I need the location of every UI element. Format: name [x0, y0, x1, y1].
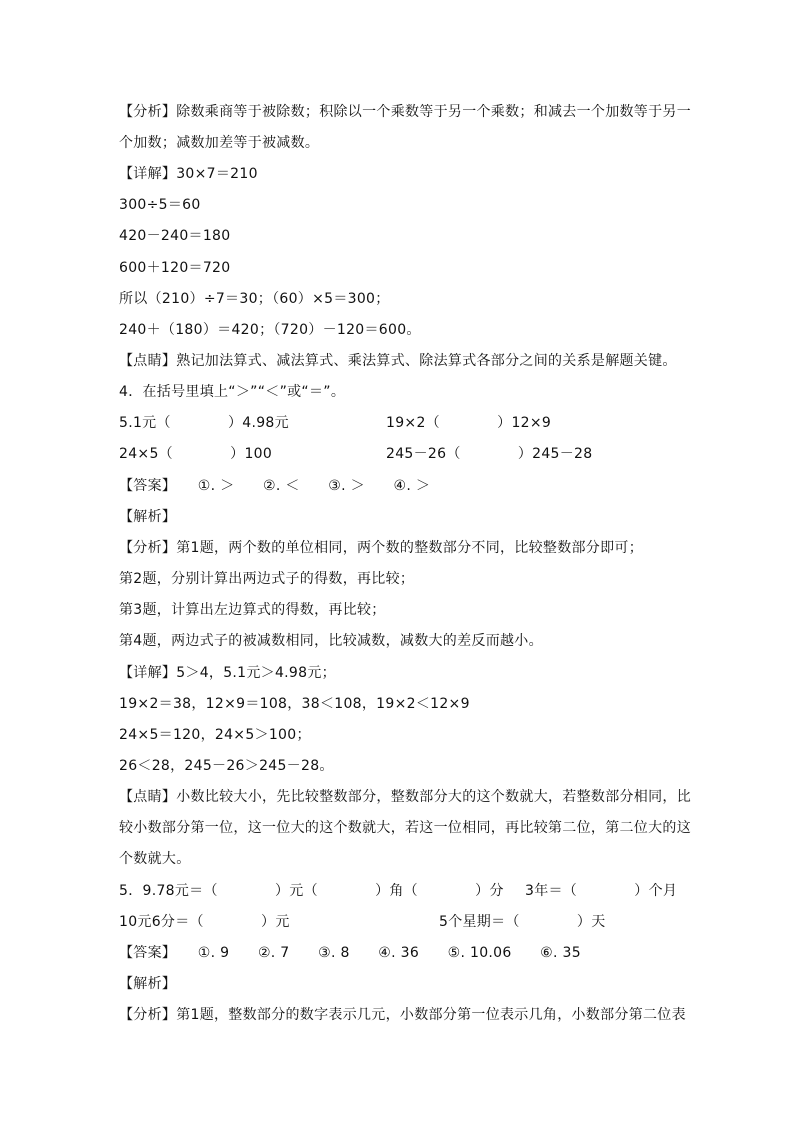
detail-line-6: 240＋（180）＝420；（720）－120＝600。 — [119, 322, 421, 338]
q4-item-4: 245－26（ ）245－28 — [386, 446, 593, 462]
detail-line-9: 24×5＝120，24×5＞100； — [119, 727, 311, 743]
key-point-line-1: 【点睛】小数比较大小，先比较整数部分，整数部分大的这个数就大，若整数部分相同，比 — [119, 789, 691, 805]
question-4-row-2 — [119, 444, 593, 464]
question-4-title: 4．在括号里填上“＞”“＜”或“＝”。 — [119, 384, 346, 400]
key-point-line-2: 较小数部分第一位，这一位大的这个数就大，若这一位相同，再比较第二位，第二位大的这 — [119, 820, 691, 836]
detail-line-10: 26＜28，245－26＞245－28。 — [119, 758, 334, 774]
q5-item-2: 3年＝（ ）个月 — [525, 883, 678, 899]
q5-item-1: 5．9.78元＝（ ）元（ ）角（ ）分 — [119, 883, 504, 899]
analysis-text-2: 个加数；减数加差等于被减数。 — [119, 135, 320, 151]
q5-item-4: 5个星期＝（ ）天 — [439, 914, 606, 930]
analysis-text-1: 【分析】除数乘商等于被除数；积除以一个乘数等于另一个乘数；和减去一个加数等于另一 — [119, 104, 691, 120]
q5-item-3: 10元6分＝（ ）元 — [119, 914, 290, 930]
analysis-line-1: 【分析】第1题，两个数的单位相同，两个数的整数部分不同，比较整数部分即可； — [119, 540, 644, 556]
answer-line-2: 【答案】 ①. 9 ②. 7 ③. 8 ④. 36 ⑤. 10.06 ⑥. 35 — [119, 945, 581, 961]
detail-line-7: 【详解】5＞4，5.1元＞4.98元； — [119, 665, 336, 681]
question-5-row-1 — [119, 881, 678, 901]
question-5-row-2 — [119, 912, 606, 932]
key-point-line-3: 个数就大。 — [119, 851, 191, 867]
detail-line-1: 【详解】30×7＝210 — [119, 166, 258, 182]
key-point-text: 【点睛】熟记加法算式、减法算式、乘法算式、除法算式各部分之间的关系是解题关键。 — [119, 353, 677, 369]
analysis-line-2: 第2题，分别计算出两边式子的得数，再比较； — [119, 571, 415, 587]
analysis-line-5: 【分析】第1题，整数部分的数字表示几元，小数部分第一位表示几角，小数部分第二位表 — [119, 1007, 686, 1023]
explanation-heading: 【解析】 — [119, 509, 177, 525]
detail-line-8: 19×2＝38，12×9＝108，38＜108，19×2＜12×9 — [119, 696, 470, 712]
explanation-heading-2: 【解析】 — [119, 976, 177, 992]
answer-line: 【答案】 ①. ＞ ②. ＜ ③. ＞ ④. ＞ — [119, 478, 431, 494]
detail-line-5: 所以（210）÷7＝30；（60）×5＝300； — [119, 291, 390, 307]
detail-line-2: 300÷5＝60 — [119, 197, 201, 213]
q4-item-2: 19×2（ ）12×9 — [386, 415, 552, 431]
q4-item-1: 5.1元（ ）4.98元 — [119, 415, 289, 431]
detail-line-4: 600＋120＝720 — [119, 260, 231, 276]
analysis-line-3: 第3题，计算出左边算式的得数，再比较； — [119, 602, 386, 618]
q4-item-3: 24×5（ ）100 — [119, 446, 273, 462]
question-4-row-1 — [119, 413, 552, 433]
detail-line-3: 420－240＝180 — [119, 228, 231, 244]
analysis-line-4: 第4题，两边式子的被减数相同，比较减数，减数大的差反而越小。 — [119, 633, 543, 649]
